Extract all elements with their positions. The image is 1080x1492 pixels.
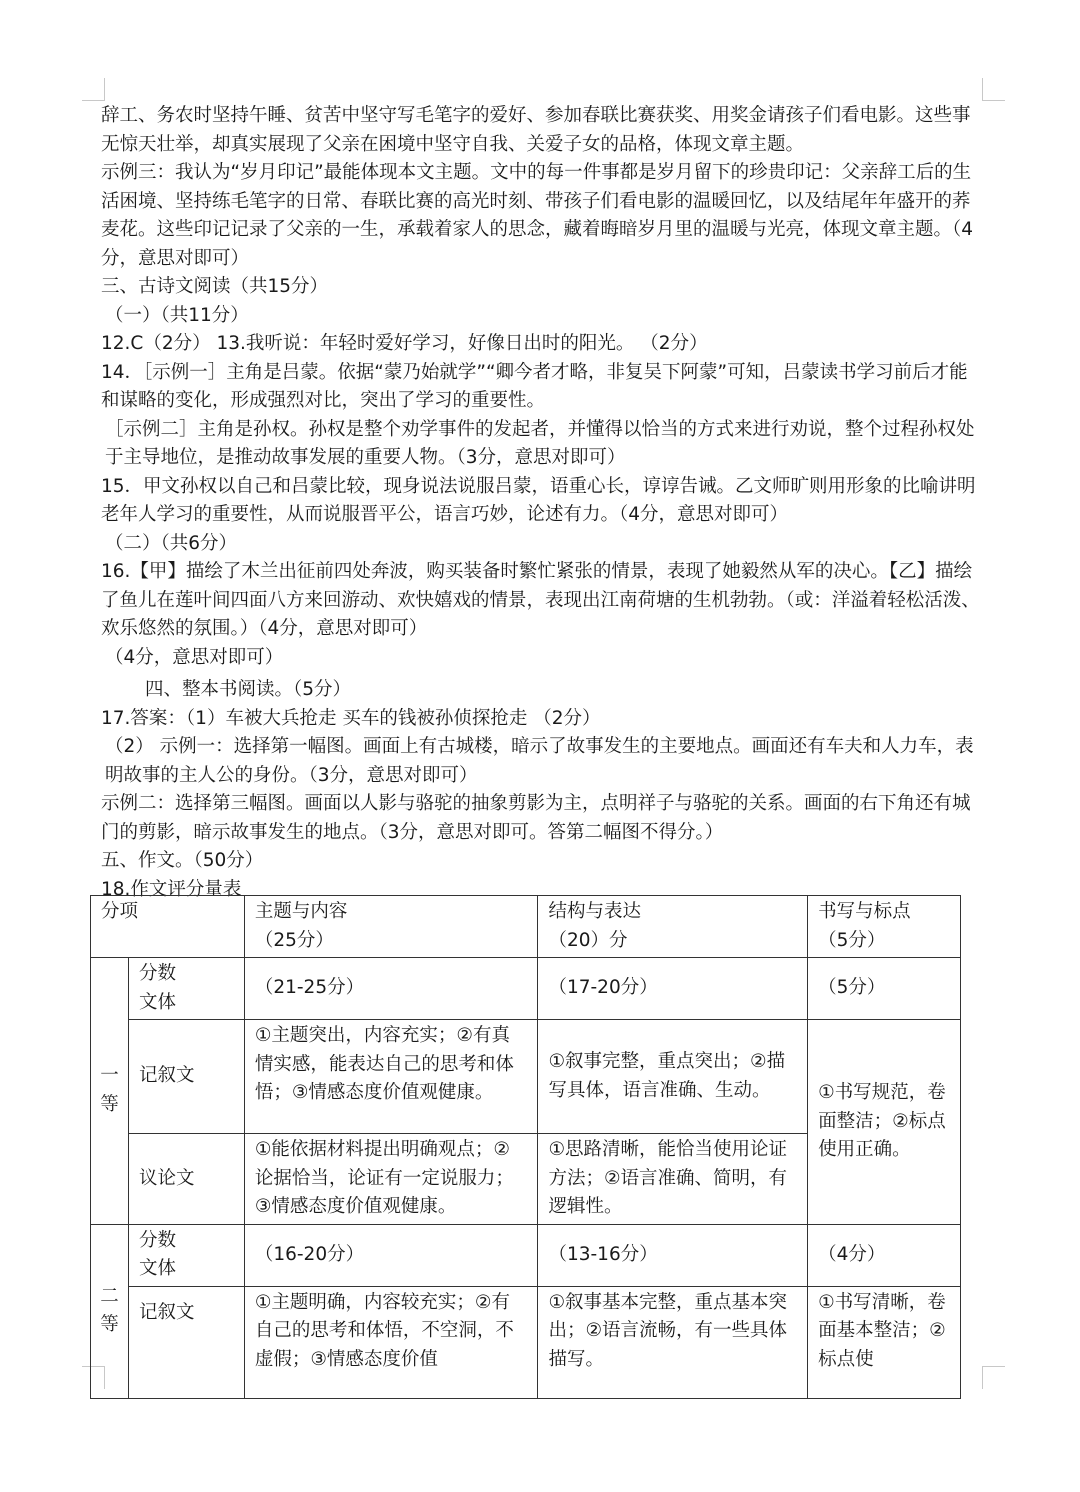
answer-16: 16.【甲】描绘了木兰出征前四处奔波，购买装备时繁忙紧张的情景，表现了她毅然从军的决心。【乙】描绘了鱼儿在莲叶间四面八方来回游动、欢快嬉戏的情景，表现出江南荷塘的生机勃勃。（或：洋溢着轻松活泼、欢乐悠然的氛围。）（4分，意思对即可） xyxy=(101,561,980,639)
grade-2-char-b: 等 xyxy=(100,1314,119,1335)
section-heading-5: 五、作文。（50分） xyxy=(101,850,264,871)
crop-mark-top-right xyxy=(982,78,1005,101)
subsection-heading-1: （一）（共11分） xyxy=(105,304,249,326)
score-genre-label xyxy=(128,958,244,1020)
genre-argumentative: 议论文 xyxy=(128,1134,244,1225)
header-theme-points: （25分） xyxy=(254,929,334,951)
table-header-row xyxy=(91,896,961,958)
essay-scoring-table xyxy=(90,895,961,1399)
grade-1-char-a: 一 xyxy=(100,1065,119,1087)
crop-mark-bottom-right xyxy=(982,1366,1005,1389)
paragraph-example-2-end: 辞工、务农时坚持午睡、贫苦中坚守写毛笔字的爱好、参加春联比赛获奖、用奖金请孩子们看电影。这些事无惊天壮举，却真实展现了父亲在困境中坚守自我、关爱子女的品格，体现文章主题。 xyxy=(101,105,971,155)
grade-1-theme-points: （21-25分） xyxy=(244,958,538,1020)
answer-12-13: 12.C（2分） 13.我听说：年轻时爱好学习，好像日出时的阳光。 （2分） xyxy=(101,333,708,354)
header-item-label: 分项 xyxy=(101,901,139,922)
score-label: 分数 xyxy=(138,963,176,984)
grade-1-writing-criteria: ①书写规范，卷面整洁；②标点使用正确。 xyxy=(808,1020,961,1225)
answer-text xyxy=(101,102,981,904)
grade-1-narrative-theme: ①主题突出，内容充实；②有真情实感，能表达自己的思考和体悟；③情感态度价值观健康。 xyxy=(244,1020,538,1134)
table-row xyxy=(91,1224,961,1286)
grade-1-narrative-structure: ①叙事完整，重点突出；②描写具体，语言准确、生动。 xyxy=(538,1020,808,1134)
answer-17-example-2: 示例二：选择第三幅图。画面以人影与骆驼的抽象剪影为主，点明祥子与骆驼的关系。画面的右下角还有城门的剪影，暗示故事发生的地点。（3分，意思对即可。答第二幅图不得分。） xyxy=(101,793,971,843)
grade-2-label xyxy=(91,1224,129,1398)
header-theme-label: 主题与内容 xyxy=(254,901,348,922)
header-writing-points: （5分） xyxy=(818,929,886,951)
genre-label: 文体 xyxy=(138,1258,176,1279)
table-row xyxy=(91,958,961,1020)
header-writing xyxy=(808,896,961,958)
grade-2-char-a: 二 xyxy=(100,1285,119,1307)
genre-label: 文体 xyxy=(138,991,176,1013)
answer-14-example-2: ［示例二］主角是孙权。孙权是整个劝学事件的发起者，并懂得以恰当的方式来进行劝说，整个过程孙权处于主导地位，是推动故事发展的重要人物。（3分，意思对即可） xyxy=(105,418,975,468)
answer-18-title: 18.作文评分量表 xyxy=(101,878,242,900)
grade-1-char-b: 等 xyxy=(100,1093,119,1115)
header-theme xyxy=(244,896,538,958)
section-heading-4: 四、整本书阅读。（5分） xyxy=(145,679,352,700)
grade-2-writing-points: （4分） xyxy=(808,1224,961,1286)
table-row xyxy=(91,1020,961,1134)
grade-1-structure-points: （17-20分） xyxy=(538,958,808,1020)
answer-16-score: （4分，意思对即可） xyxy=(105,646,284,668)
header-writing-label: 书写与标点 xyxy=(818,901,911,922)
answer-14-example-1: 14．［示例一］主角是吕蒙。依据“蒙乃始就学”“卿今者才略，非复吴下阿蒙”可知，吕蒙读书学习前后才能和谋略的变化，形成强烈对比，突出了学习的重要性。 xyxy=(101,361,968,411)
genre-narrative: 记叙文 xyxy=(128,1286,244,1398)
header-item xyxy=(91,896,245,958)
paragraph-example-3: 示例三：我认为“岁月印记”最能体现本文主题。文中的每一件事都是岁月留下的珍贵印记：父亲辞工后的生活困境、坚持练毛笔字的日常、春联比赛的高光时刻、带孩子们看电影的温暖回忆，以及结尾年年盛开的荞麦花。这些印记记录了父亲的一生，承载着家人的思念，藏着晦暗岁月里的温暖与光亮，体现文章主题。（4分，意思对即可） xyxy=(101,162,974,269)
answer-17-part-1: 17.答案：（1）车被大兵抢走 买车的钱被孙侦探抢走 （2分） xyxy=(101,707,601,729)
grade-2-theme-points: （16-20分） xyxy=(244,1224,538,1286)
header-structure xyxy=(538,896,808,958)
header-structure-label: 结构与表达 xyxy=(548,901,641,922)
genre-narrative: 记叙文 xyxy=(128,1020,244,1134)
answer-17-part-2: （2） 示例一：选择第一幅图。画面上有古城楼，暗示了故事发生的主要地点。画面还有车夫和人力车，表明故事的主人公的身份。（3分，意思对即可） xyxy=(105,736,974,786)
grade-1-argumentative-structure: ①思路清晰，能恰当使用论证方法；②语言准确、简明，有逻辑性。 xyxy=(538,1134,808,1225)
grade-2-writing-criteria: ①书写清晰，卷面基本整洁；②标点使 xyxy=(808,1286,961,1398)
grade-2-structure-points: （13-16分） xyxy=(538,1224,808,1286)
header-structure-points: （20）分 xyxy=(548,929,628,951)
section-heading-3: 三、古诗文阅读（共15分） xyxy=(101,276,329,297)
score-label: 分数 xyxy=(138,1229,176,1251)
grade-1-label xyxy=(91,958,129,1225)
table-row xyxy=(91,1286,961,1398)
grade-1-argumentative-theme: ①能依据材料提出明确观点；②论据恰当，论证有一定说服力；③情感态度价值观健康。 xyxy=(244,1134,538,1225)
answer-15: 15．甲文孙权以自己和吕蒙比较，现身说法说服吕蒙，语重心长，谆谆告诫。乙文师旷则用形象的比喻讲明老年人学习的重要性，从而说服晋平公，语言巧妙，论述有力。（4分，意思对即可） xyxy=(101,475,976,525)
grade-2-narrative-theme: ①主题明确，内容较充实；②有自己的思考和体悟，不空洞，不虚假；③情感态度价值 xyxy=(244,1286,538,1398)
grade-1-writing-points: （5分） xyxy=(808,958,961,1020)
grade-2-narrative-structure: ①叙事基本完整，重点基本突出；②语言流畅，有一些具体描写。 xyxy=(538,1286,808,1398)
crop-mark-top-left xyxy=(82,78,105,101)
subsection-heading-2: （二）（共6分） xyxy=(105,532,238,554)
score-genre-label xyxy=(128,1224,244,1286)
